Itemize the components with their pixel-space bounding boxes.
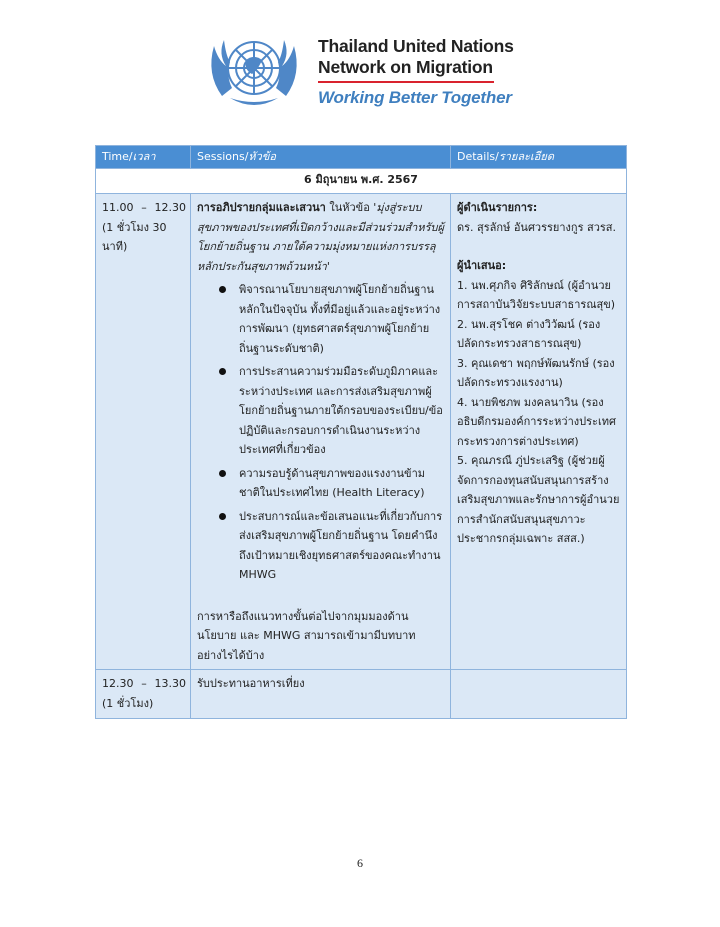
org-name-line2: Network on Migration (318, 57, 493, 77)
bullet-icon (219, 470, 226, 477)
session-closing-text: การหารือถึงแนวทางขั้นต่อไปจากมุมมองด้านนโยบาย และ MHWG สามารถเข้ามามีบทบาทอย่างไรได้บ้าง (197, 609, 416, 662)
column-header-sessions: Sessions/หัวข้อ (191, 146, 451, 169)
speakers-heading: ผู้นำเสนอ: (457, 259, 507, 272)
session-details-cell (451, 194, 627, 670)
session-duration: (1 ชั่วโมง) (102, 696, 154, 710)
bullet-icon (219, 368, 226, 375)
bullet-icon (219, 513, 226, 520)
bullet-icon (219, 286, 226, 293)
un-emblem-icon (200, 26, 308, 116)
list-item: ประสบการณ์และข้อเสนอแนะที่เกี่ยวกับการส่งเสริมสุขภาพผู้โยกย้ายถิ่นฐาน โดยคำนึงถึงเป้าหมายเชิงยุทธศาสตร์ของคณะทำงาน MHWG (239, 507, 444, 585)
red-divider (318, 81, 494, 83)
table-row (96, 194, 627, 670)
moderator-name: ดร. สุรลักษ์ อันศวรรยางกูร สวรส. (457, 220, 616, 234)
table-row (96, 670, 627, 719)
speaker-item: 3. คุณเดชา พฤกษ์พัฒนรักษ์ (รองปลัดกระทรวงแรงงาน) (457, 356, 615, 389)
schedule-table (95, 145, 627, 719)
list-item: การประสานความร่วมมือระดับภูมิภาคและระหว่างประเทศ และการส่งเสริมสุขภาพผู้โยกย้ายถิ่นฐานภายใต้กรอบของระเบียบ/ข้อปฏิบัติและกรอบการดำเนินงานระหว่างประเทศที่เกี่ยวข้อง (239, 362, 444, 460)
discussion-points (197, 280, 444, 585)
time-range: 12.30 – 13.30 (102, 677, 186, 690)
speaker-item: 4. นายพิชภพ มงคลนาวิน (รองอธิบดีกรมองค์การระหว่างประเทศ กระทรวงการต่างประเทศ) (457, 395, 616, 448)
date-row (96, 169, 627, 194)
speaker-item: 1. นพ.ศุภกิจ ศิริลักษณ์ (ผู้อำนวยการสถาบันวิจัยระบบสาธารณสุข) (457, 278, 616, 311)
table-header-row (96, 146, 627, 169)
speaker-item: 2. นพ.สุรโชค ต่างวิวัฒน์ (รองปลัดกระทรวงสาธารณสุข) (457, 317, 601, 350)
org-tagline: Working Better Together (318, 88, 512, 107)
session-time-cell (96, 670, 191, 719)
date-cell: 6 มิถุนายน พ.ศ. 2567 (96, 169, 627, 194)
session-duration: (1 ชั่วโมง 30 นาที) (102, 220, 167, 253)
document-header (200, 26, 540, 118)
list-item: พิจารณานโยบายสุขภาพผู้โยกย้ายถิ่นฐานหลักในปัจจุบัน ทั้งที่มีอยู่แล้วและอยู่ระหว่างการพัฒนา (ยุทธศาสตร์สุขภาพผู้โยกย้ายถิ่นฐานระดับชาติ) (239, 280, 444, 358)
org-title-block (318, 36, 514, 108)
session-time-cell (96, 194, 191, 670)
org-name-line1: Thailand United Nations (318, 36, 514, 56)
column-header-details: Details/รายละเอียด (451, 146, 627, 169)
session-topic: การอภิปรายกลุ่มและเสวนา ในหัวข้อ 'มุ่งสู่ระบบสุขภาพของประเทศที่เปิดกว้างและมีส่วนร่วมสำหรับผู้โยกย้ายถิ่นฐาน ภายใต้ความมุ่งหมายแห่งการบรรลุหลักประกันสุขภาพถ้วนหน้า' (197, 201, 444, 273)
list-item: ความรอบรู้ด้านสุขภาพของแรงงานข้ามชาติในประเทศไทย (Health Literacy) (239, 464, 444, 503)
session-topic-cell (191, 194, 451, 670)
time-range: 11.00 – 12.30 (102, 201, 186, 214)
session-topic-cell: รับประทานอาหารเที่ยง (191, 670, 451, 719)
speaker-item: 5. คุณภรณี ภู่ประเสริฐ (ผู้ช่วยผู้จัดการกองทุนสนับสนุนการสร้างเสริมสุขภาพและรักษาการผู้อำนวยการสำนักสนับสนุนสุขภาวะประชากรกลุ่มเฉพาะ สสส.) (457, 454, 620, 545)
moderator-heading: ผู้ดำเนินรายการ: (457, 201, 538, 214)
session-details-cell (451, 670, 627, 719)
page-number: 6 (357, 856, 363, 870)
column-header-time: Time/เวลา (96, 146, 191, 169)
